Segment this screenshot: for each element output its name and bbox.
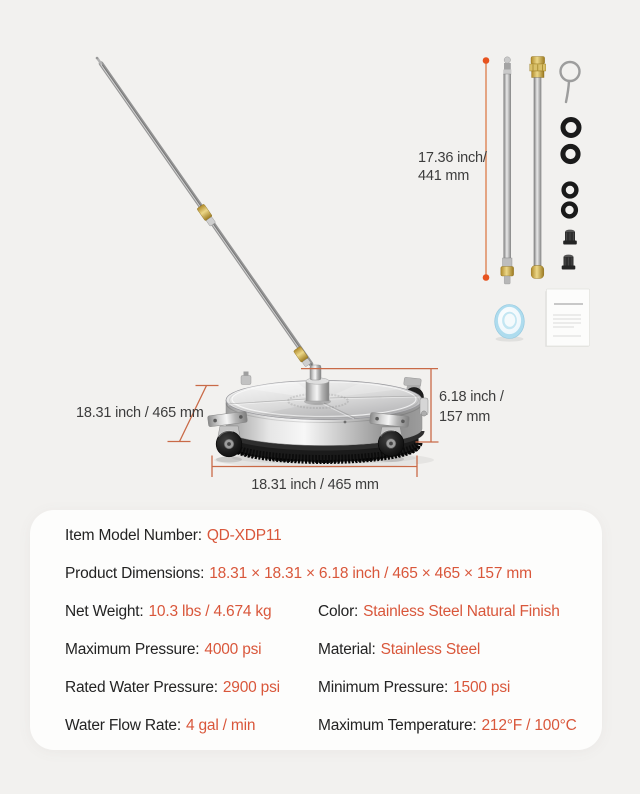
thread-seal-tape <box>495 305 525 342</box>
wand-length-line1: 17.36 inch/ <box>418 150 487 166</box>
rear-hinge-tab <box>241 372 251 385</box>
wand-length-line2: 441 mm <box>418 167 470 184</box>
spec-value: 1500 psi <box>453 679 511 696</box>
nozzle-tips <box>562 230 577 270</box>
spec-value: QD-XDP11 <box>206 527 282 544</box>
spec-label: Product Dimensions: <box>65 565 205 582</box>
wand-length-dimension-label <box>418 150 487 185</box>
spec-label: Maximum Temperature: <box>318 717 477 734</box>
spec-value: 18.31 × 18.31 × 6.18 inch / 465 × 465 × 157 mm <box>209 565 532 582</box>
spec-row-model <box>65 517 584 555</box>
spray-wand <box>96 57 321 380</box>
spec-maximum-temperature <box>318 707 584 745</box>
spec-value: 4000 psi <box>204 641 262 658</box>
spec-value: 2900 psi <box>222 679 280 696</box>
deck-diameter-bottom-label: 18.31 inch / 465 mm <box>251 477 379 493</box>
spec-value: 212°F / 100°C <box>481 717 577 734</box>
spec-label: Maximum Pressure: <box>65 641 200 658</box>
wand-deck-coupler <box>293 346 311 367</box>
spec-label: Rated Water Pressure: <box>65 679 218 696</box>
spec-rated-water-pressure <box>65 669 318 707</box>
spec-value: Stainless Steel <box>380 641 481 658</box>
spec-label: Material: <box>318 641 376 658</box>
center-hub <box>304 378 331 405</box>
spec-value: 4 gal / min <box>185 717 256 734</box>
spec-card <box>30 510 602 750</box>
deck-height-label <box>439 388 504 427</box>
deck-height-line1: 6.18 inch / <box>439 389 504 405</box>
spec-material <box>318 631 584 669</box>
spec-row-maxpressure-material <box>65 631 584 669</box>
deck-height-line2: 157 mm <box>439 408 491 425</box>
spec-label: Item Model Number: <box>65 527 202 544</box>
spec-item-model-number <box>65 517 584 555</box>
spec-row-dimensions <box>65 555 584 593</box>
extension-wand-plug-end <box>501 57 514 284</box>
side-latch <box>420 398 428 416</box>
spec-row-flowrate-temperature <box>65 707 584 745</box>
spec-value: Stainless Steel Natural Finish <box>363 603 560 620</box>
spec-net-weight <box>65 593 318 631</box>
spec-color <box>318 593 584 631</box>
spec-row-ratedpressure-minpressure <box>65 669 584 707</box>
wand-mid-coupler <box>197 204 217 227</box>
spec-label: Color: <box>318 603 359 620</box>
spec-minimum-pressure <box>318 669 584 707</box>
spec-maximum-pressure <box>65 631 318 669</box>
spec-product-dimensions <box>65 555 584 593</box>
spec-water-flow-rate <box>65 707 318 745</box>
spec-label: Net Weight: <box>65 603 144 620</box>
pull-pin <box>561 62 580 102</box>
spec-label: Minimum Pressure: <box>318 679 449 696</box>
o-rings <box>563 120 579 217</box>
extension-wand-coupler-end <box>530 57 546 279</box>
spec-row-weight-color <box>65 593 584 631</box>
user-manual <box>545 289 590 347</box>
deck-diameter-side-label: 18.31 inch / 465 mm <box>76 405 204 421</box>
spec-value: 10.3 lbs / 4.674 kg <box>148 603 272 620</box>
spec-label: Water Flow Rate: <box>65 717 181 734</box>
